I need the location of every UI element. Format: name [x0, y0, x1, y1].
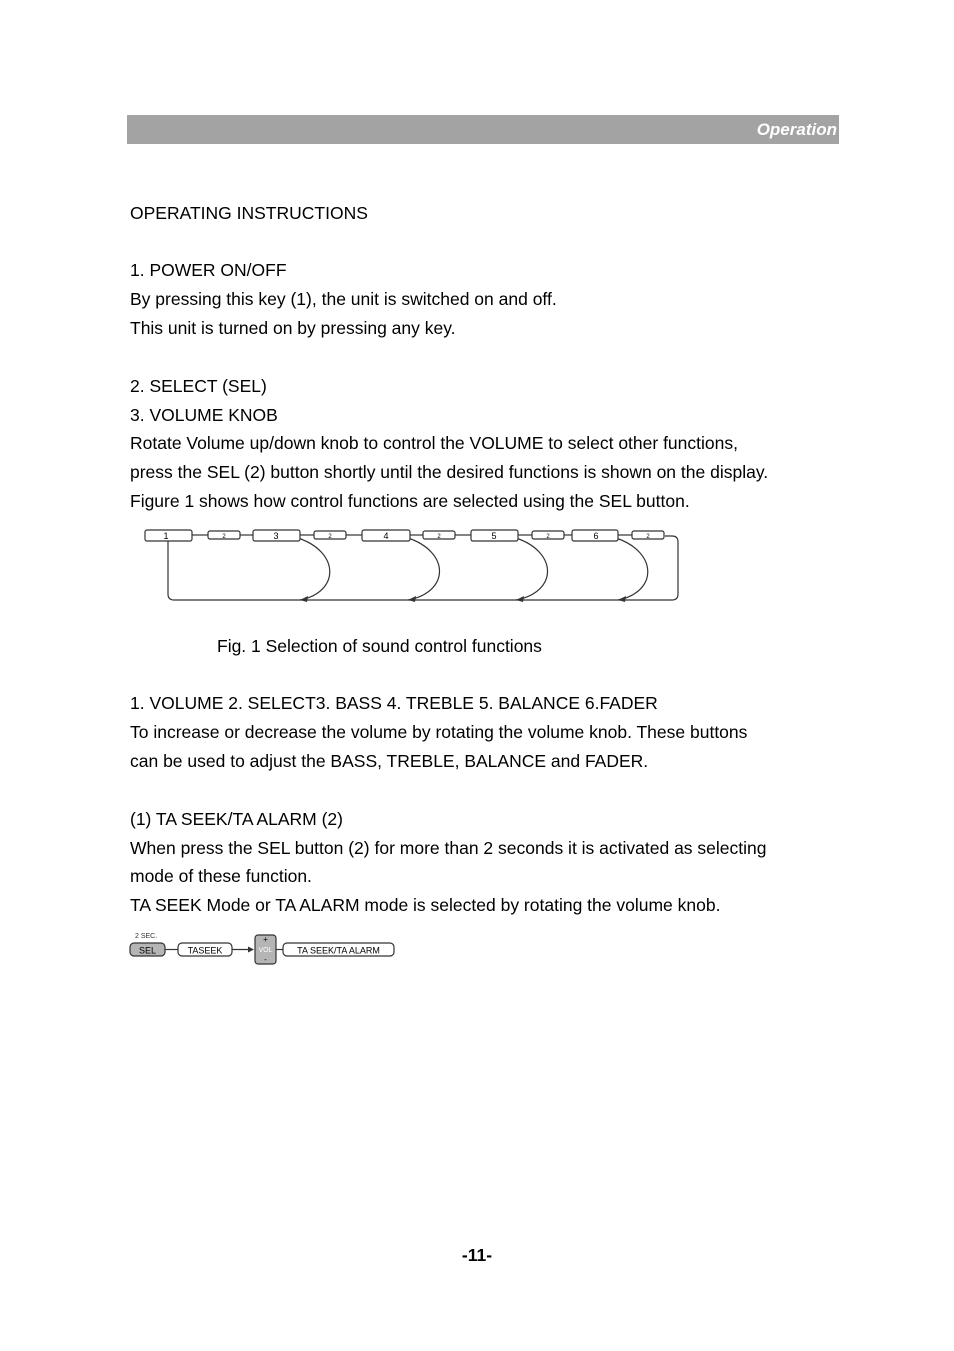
function-list: 1. VOLUME 2. SELECT3. BASS 4. TREBLE 5. BALANCE 6.FADER	[130, 693, 658, 713]
volume-knob-heading: 3. VOLUME KNOB	[130, 405, 278, 425]
vol-plus-label: +	[263, 935, 268, 944]
select-text-1: Rotate Volume up/down knob to control the VOLUME to select other functions,	[130, 433, 738, 453]
power-text-1: By pressing this key (1), the unit is switched on and off.	[130, 289, 557, 309]
hold-duration-label: 2 SEC.	[135, 933, 158, 940]
section-header-bar	[127, 115, 839, 144]
page-number: -11-	[461, 1245, 493, 1265]
sel-button-label: SEL	[138, 945, 157, 956]
ta-result-label: TA SEEK/TA ALARM	[297, 945, 380, 956]
function-label-4: 4	[383, 531, 389, 541]
page-title: OPERATING INSTRUCTIONS	[130, 203, 368, 223]
ta-text-2: mode of these function.	[130, 866, 312, 886]
function-label-6: 6	[593, 531, 599, 541]
function-label-1: 1	[163, 531, 169, 541]
sel-label: 2	[646, 534, 650, 540]
sel-label: 2	[222, 534, 226, 540]
functions-text-2: can be used to adjust the BASS, TREBLE, BALANCE and FADER.	[130, 751, 649, 771]
select-text-2: press the SEL (2) button shortly until the desired functions is shown on the display.	[130, 462, 769, 482]
function-label-3: 3	[273, 531, 279, 541]
figure-caption: Fig. 1 Selection of sound control functions	[217, 636, 542, 656]
ta-seek-flow-diagram	[128, 930, 398, 966]
sel-label: 2	[328, 534, 332, 540]
power-text-2: This unit is turned on by pressing any key.	[130, 318, 456, 338]
select-heading: 2. SELECT (SEL)	[130, 376, 267, 396]
vol-minus-label: -	[264, 955, 267, 964]
ta-text-1: When press the SEL button (2) for more than 2 seconds it is activated as selecting	[130, 838, 767, 858]
functions-text-1: To increase or decrease the volume by rotating the volume knob. These buttons	[130, 722, 748, 742]
ta-text-3: TA SEEK Mode or TA ALARM mode is selected by rotating the volume knob.	[130, 895, 721, 915]
selection-flow-diagram	[140, 522, 690, 607]
sel-label: 2	[437, 534, 441, 540]
taseek-label: TASEEK	[187, 945, 223, 956]
sel-label: 2	[546, 534, 550, 540]
section-title: Operation	[756, 120, 837, 139]
power-heading: 1. POWER ON/OFF	[130, 260, 287, 280]
vol-label: VOL	[258, 947, 273, 954]
function-label-5: 5	[491, 531, 497, 541]
ta-heading: (1) TA SEEK/TA ALARM (2)	[130, 809, 343, 829]
select-text-3: Figure 1 shows how control functions are selected using the SEL button.	[130, 491, 690, 511]
